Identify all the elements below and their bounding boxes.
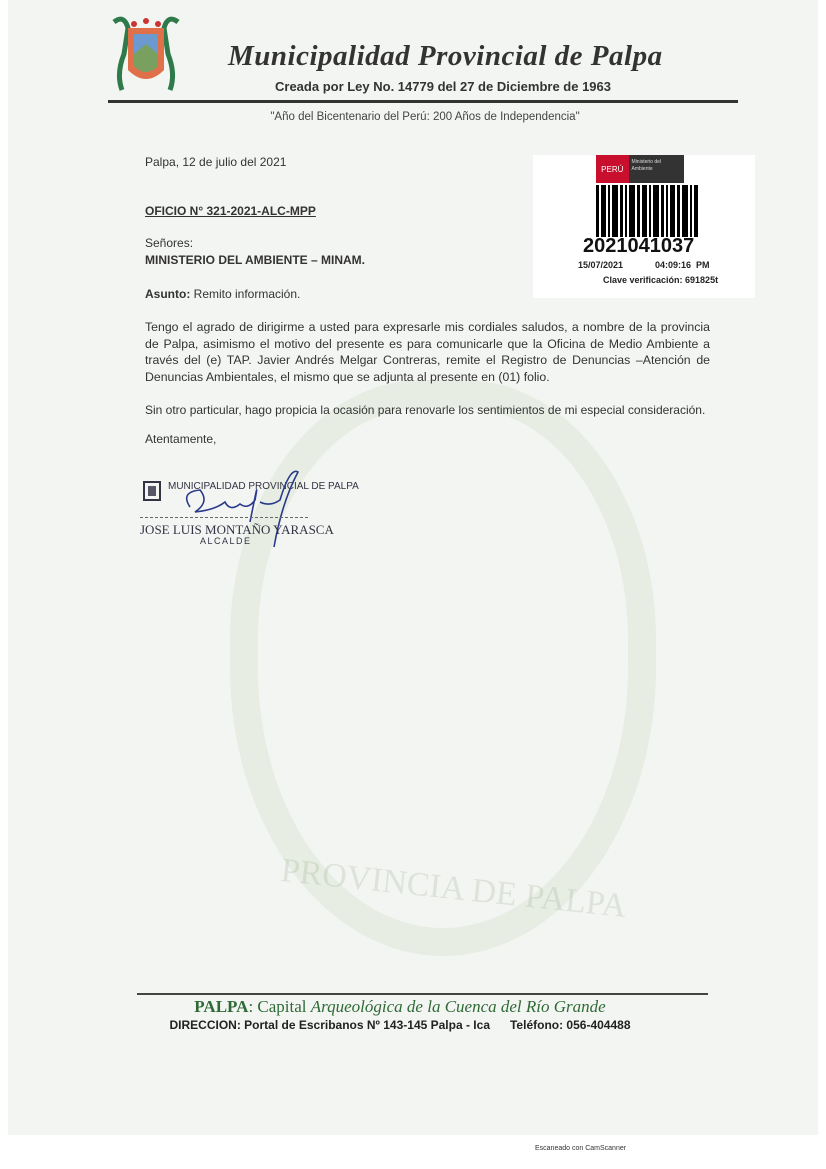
minam-logo: [596, 155, 684, 183]
letter-body: Tengo el agrado de dirigirme a usted para expresarle mis cordiales saludos, a nombre de la provincia de Palpa, asimismo el motivo del presente es para comunicarle que la Oficina de Medio Ambiente a través del (e) TAP. Javier Andrés Melgar Contreras, remite el Registro de Denuncias –Atención de Denuncias Ambientales, el mismo que se adjunta al presente en (01) folio.: [145, 320, 710, 385]
footer-tagline-italic: Arqueológica de la Cuenca del Río Grande: [310, 997, 606, 1016]
footer-address: DIRECCION: Portal de Escribanos Nº 143-145 Palpa - Ica Teléfono: 056-404488: [169, 1018, 631, 1032]
subject-label: Asunto:: [145, 287, 191, 301]
header-subtitle: Creada por Ley No. 14779 del 27 de Diciembre de 1963: [275, 79, 611, 94]
peru-label: PERÚ: [596, 155, 629, 183]
signer-role: ALCALDE: [200, 536, 252, 546]
subject-line: [145, 287, 300, 301]
recipient: MINISTERIO DEL AMBIENTE – MINAM.: [145, 253, 366, 267]
header-title: Municipalidad Provincial de Palpa: [228, 40, 663, 72]
footer-divider: [137, 993, 708, 995]
footer-tagline: [0, 997, 800, 1017]
stamp-date: 15/07/2021: [578, 260, 624, 270]
signer-name: JOSE LUIS MONTAÑO YARASCA: [140, 522, 334, 537]
closing: Atentamente,: [145, 432, 217, 446]
ministry-label: Ministerio del Ambiente: [631, 159, 661, 172]
verification-key: Clave verificación: 691825t: [603, 275, 719, 285]
registry-number: 2021041037: [583, 235, 695, 257]
reception-stamp: [533, 155, 755, 298]
year-motto: "Año del Bicentenario del Perú: 200 Años de Independencia": [270, 111, 580, 123]
subject-text: Remito información.: [190, 287, 301, 301]
municipal-crest-logo: [110, 14, 182, 96]
seal-text: MUNICIPALIDAD PROVINCIAL DE PALPA: [168, 481, 359, 492]
header-divider: [108, 100, 738, 103]
seal-crest-icon: [140, 478, 164, 504]
letter-date: Palpa, 12 de julio del 2021: [145, 155, 287, 169]
closing-line: Sin otro particular, hago propicia la ocasión para renovarle los sentimientos de mi especial consideración.: [145, 403, 706, 417]
scanner-watermark: Escaneado con CamScanner: [535, 1145, 627, 1152]
stamp-time: 04:09:16 PM: [655, 260, 710, 270]
watermark-text: PROVINCIA DE PALPA: [279, 851, 629, 926]
letter-reference: OFICIO N° 321-2021-ALC-MPP: [145, 204, 316, 218]
footer-capital: : Capital: [248, 997, 311, 1016]
salutation: Señores:: [145, 236, 194, 250]
barcode: [596, 185, 701, 237]
footer-palpa: PALPA: [194, 997, 249, 1016]
signature-line: [140, 517, 308, 518]
